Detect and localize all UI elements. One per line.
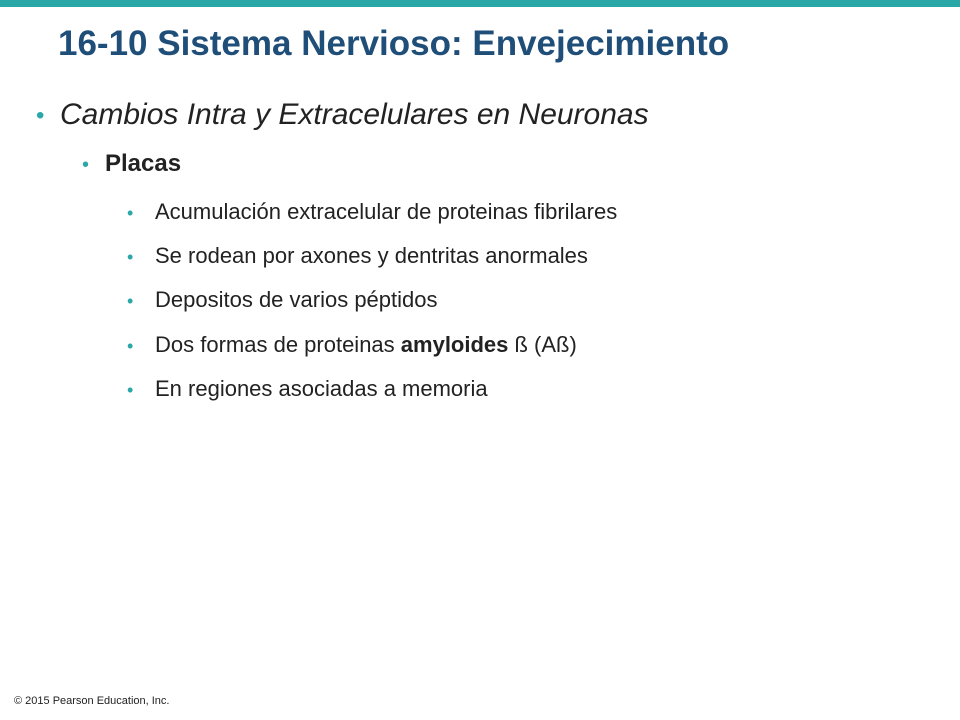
bullet-item <box>127 287 438 313</box>
bullet-item-text: Acumulación extracelular de proteinas fibrilares <box>155 199 618 224</box>
bullet-icon: • <box>82 154 90 176</box>
bullet-item <box>127 332 577 358</box>
bullet-item-text: Se rodean por axones y dentritas anormales <box>155 243 588 268</box>
bullet-icon: • <box>36 102 45 129</box>
bullet-icon: • <box>127 336 134 356</box>
bullet-item <box>127 199 618 225</box>
bullet-icon: • <box>127 203 134 223</box>
bullet-item-text: En regiones asociadas a memoria <box>155 376 488 401</box>
bullet-item <box>127 376 488 402</box>
bullet-icon: • <box>127 380 134 400</box>
bullet-level1-text: Cambios Intra y Extracelulares en Neuronas <box>60 98 649 131</box>
bullet-level2 <box>82 150 182 178</box>
bullet-level2-text: Placas <box>105 150 182 177</box>
bullet-item <box>127 243 588 269</box>
bullet-item-text <box>155 332 577 357</box>
top-accent-bar <box>0 0 960 7</box>
bullet-item-text: Depositos de varios péptidos <box>155 287 438 312</box>
text-regular: Dos formas de proteinas <box>155 332 401 357</box>
copyright-footer: © 2015 Pearson Education, Inc. <box>14 695 170 707</box>
text-regular: ß (Aß) <box>508 332 577 357</box>
bullet-icon: • <box>127 291 134 311</box>
slide-title: 16-10 Sistema Nervioso: Envejecimiento <box>58 24 730 63</box>
text-bold: amyloides <box>400 332 509 357</box>
bullet-level1 <box>38 98 649 132</box>
bullet-icon: • <box>127 247 134 267</box>
